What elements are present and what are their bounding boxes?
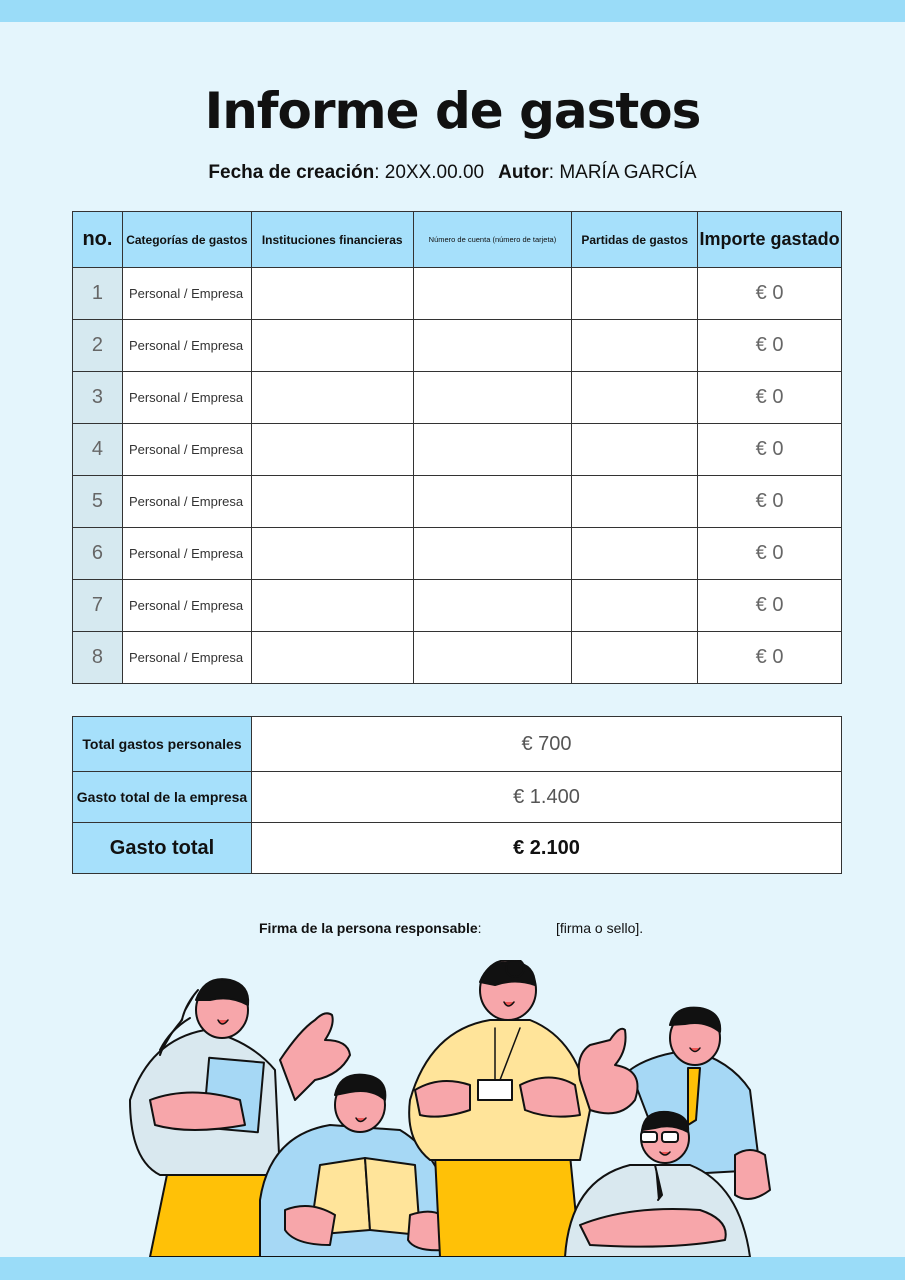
header-category: Categorías de gastos	[122, 212, 251, 268]
row-category[interactable]: Personal / Empresa	[122, 632, 251, 684]
row-amount[interactable]: € 0	[698, 632, 842, 684]
page-title: Informe de gastos	[204, 82, 701, 140]
summary-table	[72, 716, 842, 874]
row-institution-cell[interactable]	[251, 320, 413, 372]
table-row	[73, 320, 842, 372]
signature-label: Firma de la persona responsable	[259, 920, 478, 936]
row-institution-cell[interactable]	[251, 268, 413, 320]
row-amount[interactable]: € 0	[698, 580, 842, 632]
row-amount[interactable]: € 0	[698, 372, 842, 424]
company-total-value[interactable]: € 1.400	[252, 772, 842, 823]
header-institution: Instituciones financieras	[251, 212, 413, 268]
row-account-cell[interactable]	[413, 320, 572, 372]
row-institution-cell[interactable]	[251, 372, 413, 424]
table-row	[73, 372, 842, 424]
summary-row-company	[73, 772, 842, 823]
company-total-label: Gasto total de la empresa	[73, 772, 252, 823]
row-items-cell[interactable]	[572, 580, 698, 632]
row-items-cell[interactable]	[572, 476, 698, 528]
author-value: MARÍA GARCÍA	[559, 162, 697, 183]
row-items-cell[interactable]	[572, 528, 698, 580]
row-account-cell[interactable]	[413, 476, 572, 528]
row-number: 7	[73, 580, 123, 632]
row-amount[interactable]: € 0	[698, 528, 842, 580]
row-number: 5	[73, 476, 123, 528]
row-items-cell[interactable]	[572, 424, 698, 476]
header-no: no.	[73, 212, 123, 268]
row-account-cell[interactable]	[413, 372, 572, 424]
row-number: 4	[73, 424, 123, 476]
personal-total-value[interactable]: € 700	[252, 717, 842, 772]
date-value: 20XX.00.00	[384, 162, 485, 183]
row-account-cell[interactable]	[413, 268, 572, 320]
row-institution-cell[interactable]	[251, 476, 413, 528]
row-category[interactable]: Personal / Empresa	[122, 580, 251, 632]
team-illustration	[110, 960, 790, 1257]
row-institution-cell[interactable]	[251, 632, 413, 684]
row-number: 6	[73, 528, 123, 580]
row-institution-cell[interactable]	[251, 528, 413, 580]
date-label: Fecha de creación	[208, 162, 375, 183]
row-amount[interactable]: € 0	[698, 476, 842, 528]
header-items: Partidas de gastos	[572, 212, 698, 268]
summary-row-personal	[73, 717, 842, 772]
row-institution-cell[interactable]	[251, 424, 413, 476]
table-row	[73, 632, 842, 684]
row-items-cell[interactable]	[572, 320, 698, 372]
signature-placeholder[interactable]: [firma o sello].	[556, 920, 644, 936]
table-row	[73, 528, 842, 580]
author-label: Autor	[498, 162, 549, 183]
row-account-cell[interactable]	[413, 632, 572, 684]
top-band	[0, 0, 905, 22]
row-number: 2	[73, 320, 123, 372]
header-amount: Importe gastado	[698, 212, 842, 268]
table-row	[73, 476, 842, 528]
row-number: 3	[73, 372, 123, 424]
row-category[interactable]: Personal / Empresa	[122, 424, 251, 476]
row-items-cell[interactable]	[572, 268, 698, 320]
row-amount[interactable]: € 0	[698, 424, 842, 476]
report-meta: Fecha de creación: 20XX.00.00 Autor: MARÍA GARCÍA	[208, 162, 697, 183]
table-row	[73, 424, 842, 476]
personal-total-label: Total gastos personales	[73, 717, 252, 772]
bottom-band	[0, 1257, 905, 1280]
row-category[interactable]: Personal / Empresa	[122, 320, 251, 372]
row-category[interactable]: Personal / Empresa	[122, 372, 251, 424]
summary-row-total	[73, 823, 842, 874]
signature-line: Firma de la persona responsable: [firma o sello].	[259, 920, 644, 936]
row-category[interactable]: Personal / Empresa	[122, 268, 251, 320]
table-row	[73, 580, 842, 632]
row-category[interactable]: Personal / Empresa	[122, 528, 251, 580]
row-account-cell[interactable]	[413, 424, 572, 476]
row-amount[interactable]: € 0	[698, 268, 842, 320]
row-number: 8	[73, 632, 123, 684]
table-header-row	[73, 212, 842, 268]
row-number: 1	[73, 268, 123, 320]
row-category[interactable]: Personal / Empresa	[122, 476, 251, 528]
row-account-cell[interactable]	[413, 580, 572, 632]
expense-table	[72, 211, 842, 684]
row-institution-cell[interactable]	[251, 580, 413, 632]
row-items-cell[interactable]	[572, 632, 698, 684]
row-amount[interactable]: € 0	[698, 320, 842, 372]
row-items-cell[interactable]	[572, 372, 698, 424]
grand-total-label: Gasto total	[73, 823, 252, 874]
header-account: Número de cuenta (número de tarjeta)	[413, 212, 572, 268]
grand-total-value[interactable]: € 2.100	[252, 823, 842, 874]
table-row	[73, 268, 842, 320]
row-account-cell[interactable]	[413, 528, 572, 580]
